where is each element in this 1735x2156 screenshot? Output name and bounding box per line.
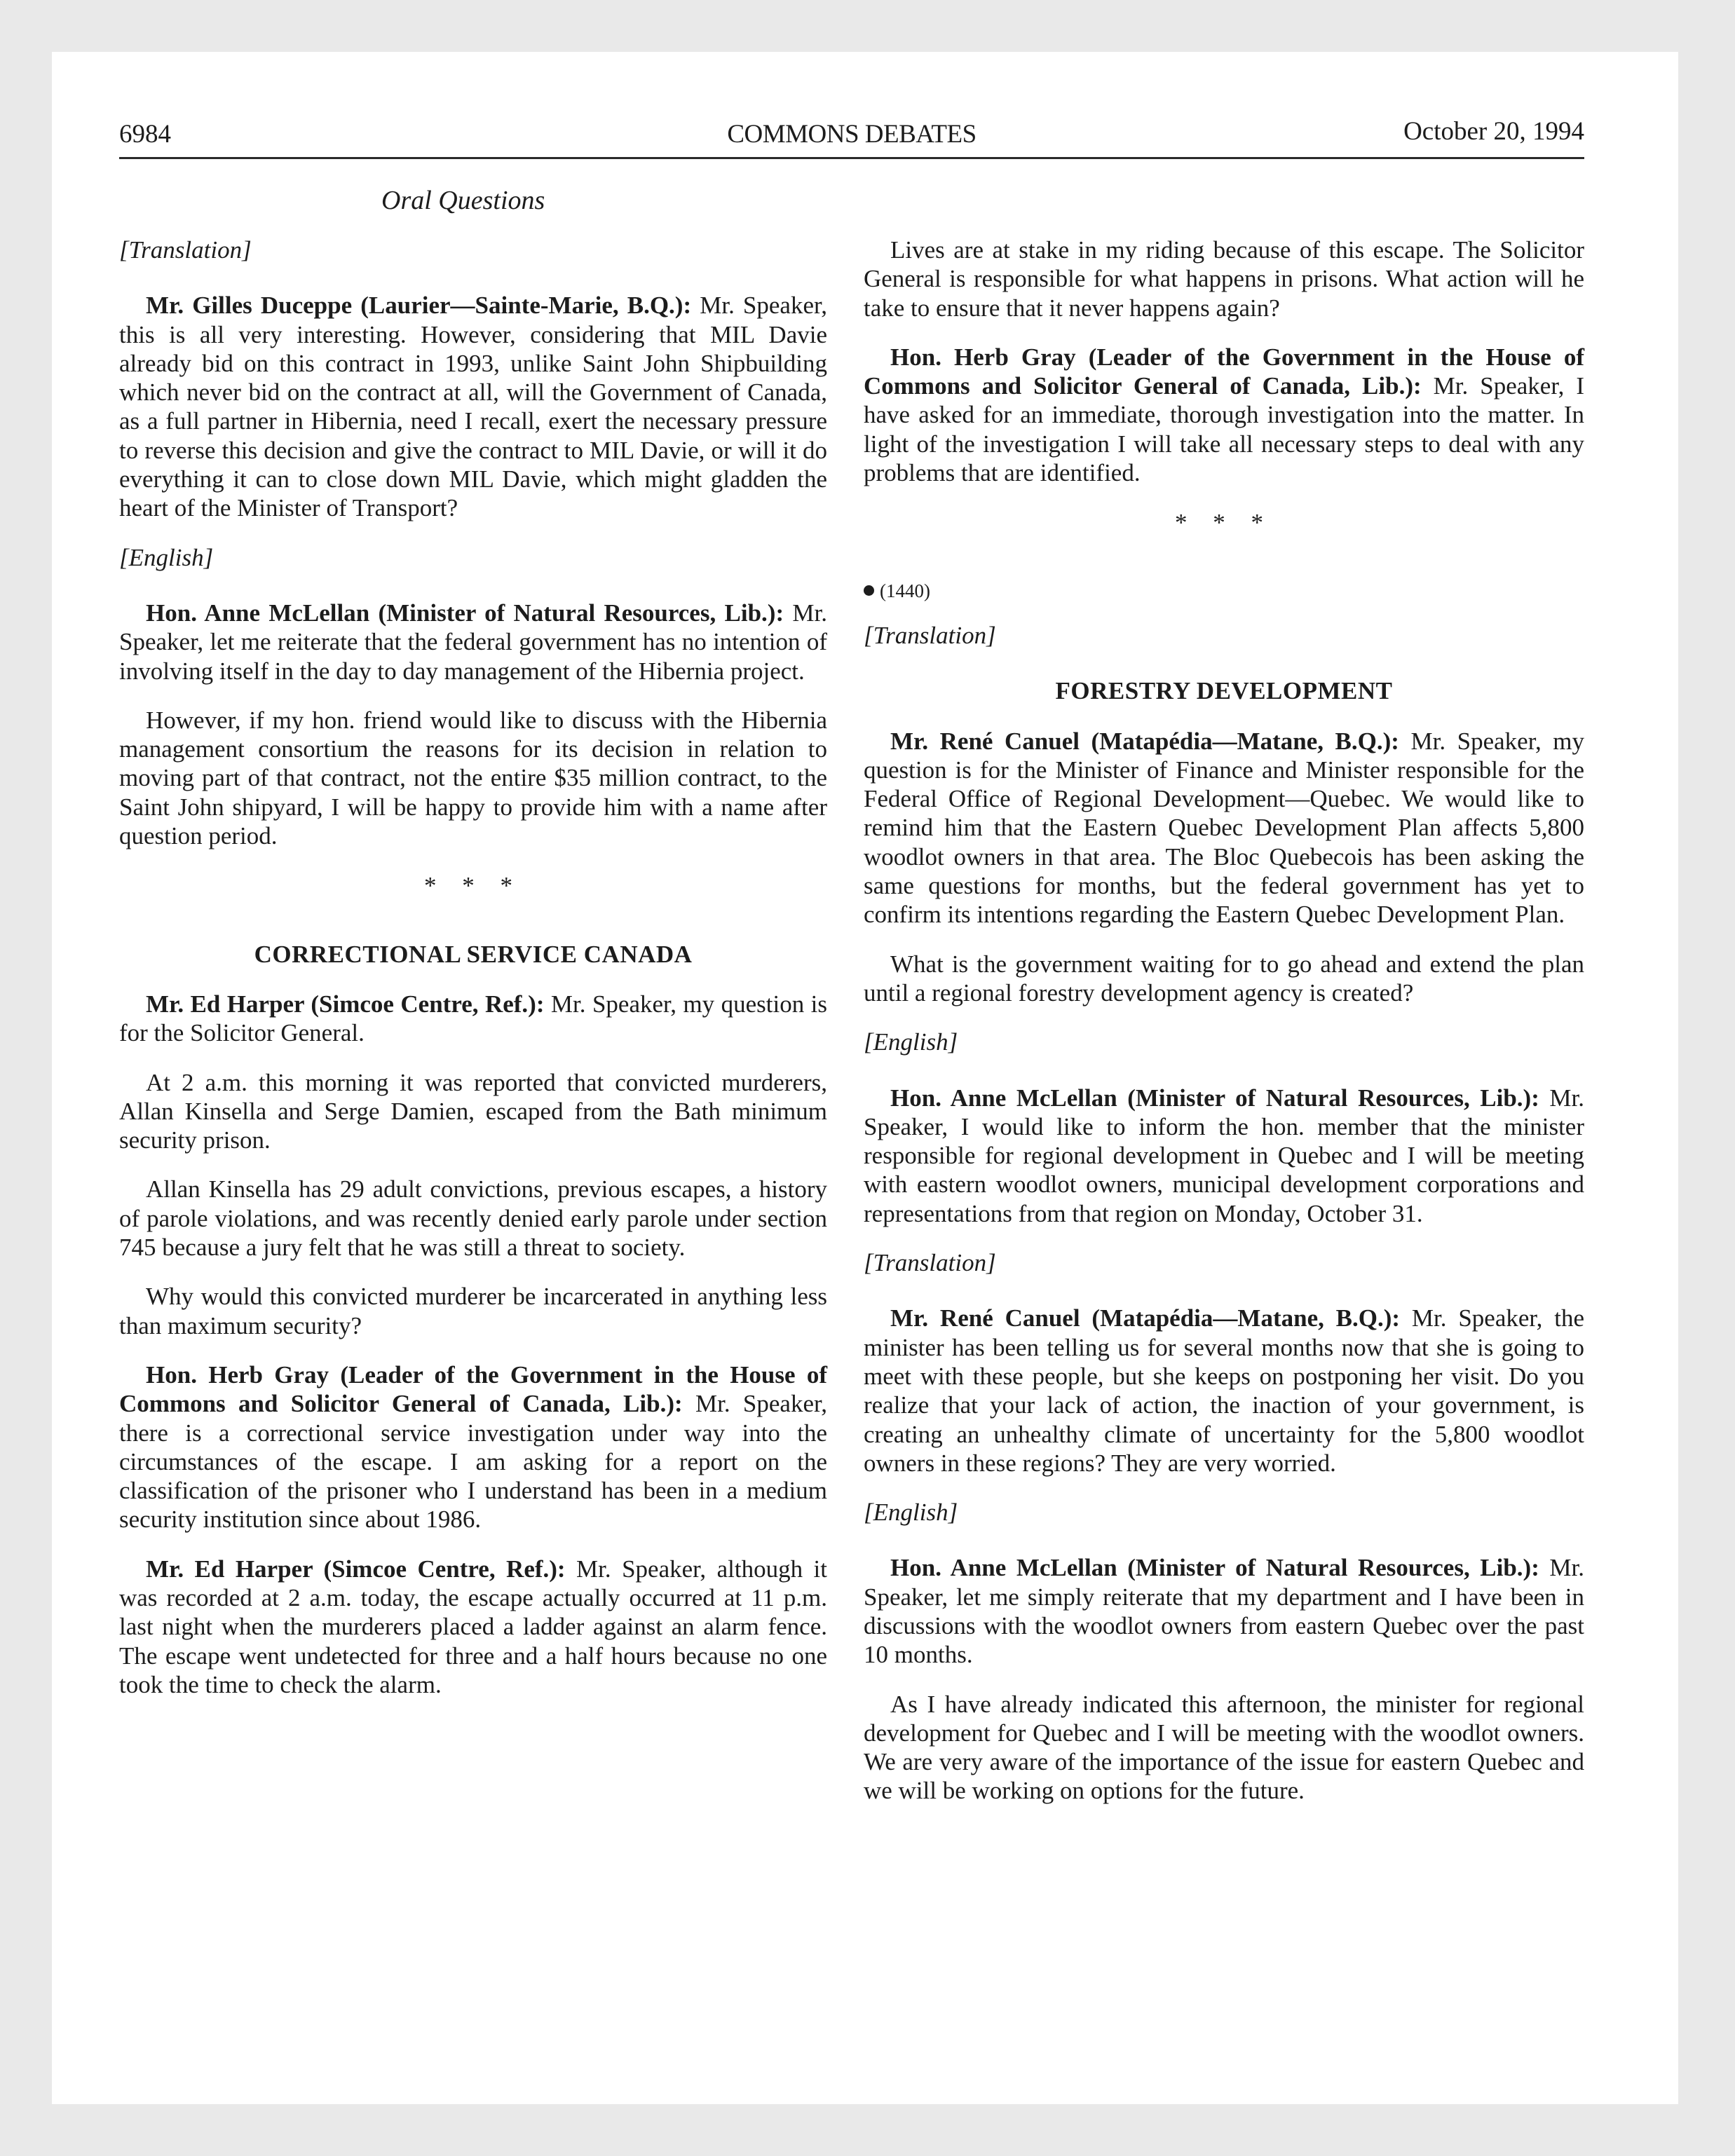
speaker-name: Mr. Ed Harper (Simcoe Centre, Ref.): — [146, 1555, 566, 1583]
paragraph: What is the government waiting for to go ahead and extend the plan until a regional forestry development agency is created? — [864, 950, 1584, 1007]
page-number: 6984 — [119, 120, 171, 149]
language-tag: [Translation] — [864, 1249, 996, 1277]
bullet-icon — [864, 585, 874, 596]
language-tag: [English] — [864, 1499, 958, 1527]
speech-text: Mr. Speaker, I would like to inform the hon. member that the minister responsible for regional development in Quebec and I will be meeting with eastern woodlot owners, municipal development corporations and representations from that region on Monday, October 31. — [864, 1084, 1584, 1227]
paragraph — [119, 291, 827, 522]
speech-text: Mr. Speaker, this is all very interesting. However, considering that MIL Davie already bid on this contract in 1993, unlike Saint John Shipbuilding which never bid on the contract at all, will the Government of Canada, as a full partner in Hibernia, need I recall, exert the necessary pressure to reverse this decision and give the contract to MIL Davie, or will it do everything it can to close down MIL Davie, which might gladden the heart of the Minister of Transport? — [119, 292, 828, 522]
language-tag: [English] — [119, 543, 214, 571]
speech-text: Mr. Speaker, let me reiterate that the federal government has no intention of involving itself in the day to day management of the Hibernia project. — [119, 599, 827, 685]
language-tag: [Translation] — [864, 621, 996, 649]
speaker-name: Mr. Gilles Duceppe (Laurier—Sainte-Marie, B.Q.): — [146, 292, 692, 320]
paragraph — [864, 1304, 1584, 1478]
speaker-name: Hon. Anne McLellan (Minister of Natural Resources, Lib.): — [146, 599, 784, 627]
paragraph — [864, 343, 1584, 487]
paragraph — [864, 1553, 1584, 1669]
left-column — [119, 236, 827, 1719]
section-title: Oral Questions — [381, 186, 545, 215]
section-heading: FORESTRY DEVELOPMENT — [1055, 677, 1393, 705]
speech-text: Mr. Speaker, let me simply reiterate that my department and I have been in discussions with the woodlot owners from eastern Quebec over the past 10 months. — [864, 1554, 1584, 1669]
section-divider: * * * — [424, 872, 522, 900]
speaker-name: Hon. Herb Gray (Leader of the Government in the House of Commons and Solicitor General of Canada, Lib.): — [864, 343, 1584, 400]
time-marker-text: (1440) — [880, 580, 930, 601]
speech-text: Mr. Speaker, the minister has been telling us for several months now that she is going to meet with these people, but she keeps on postponing her visit. Do you realize that your lack of action, the inaction of your government, is creating an unhealthy climate of uncertainty for the 5,800 woodlot owners in these regions? They are very worried. — [864, 1304, 1584, 1477]
paragraph: However, if my hon. friend would like to discuss with the Hibernia management consortium the reasons for its decision in relation to moving part of that contract, not the entire $35 million contract, to the Saint John shipyard, I will be happy to provide him with a name after question period. — [119, 706, 827, 850]
paragraph — [119, 599, 827, 685]
paragraph — [119, 1360, 827, 1534]
language-tag: [Translation] — [119, 236, 252, 264]
paragraph: Lives are at stake in my riding because of this escape. The Solicitor General is responsible for what happens in prisons. What action will he take to ensure that it never happens again? — [864, 236, 1584, 322]
speech-text: Mr. Speaker, I have asked for an immediate, thorough investigation into the matter. In light of the investigation I will take all necessary steps to deal with any problems that are identified. — [864, 372, 1585, 487]
speaker-name: Hon. Herb Gray (Leader of the Government in the House of Commons and Solicitor General of Canada, Lib.): — [119, 1360, 827, 1418]
speaker-name: Mr. René Canuel (Matapédia—Matane, B.Q.): — [890, 727, 1399, 755]
section-heading: CORRECTIONAL SERVICE CANADA — [254, 940, 693, 968]
language-tag: [English] — [864, 1028, 958, 1056]
section-divider: * * * — [1175, 509, 1273, 537]
paragraph: Why would this convicted murderer be incarcerated in anything less than maximum security? — [119, 1283, 827, 1339]
speech-text: Mr. Speaker, although it was recorded at 2 a.m. today, the escape actually occurred at 11 p.m. last night when the murderers placed a ladder against an alarm fence. The escape went undetected for three and a half hours because no one took the time to check the alarm. — [119, 1555, 827, 1698]
speaker-name: Hon. Anne McLellan (Minister of Natural Resources, Lib.): — [890, 1554, 1539, 1582]
time-marker — [864, 577, 1584, 606]
speech-text: Mr. Speaker, my question is for the Minister of Finance and Minister responsible for the Federal Office of Regional Development—Quebec. We would like to remind him that the Eastern Quebec Development Plan affects 5,800 woodlot owners in that area. The Bloc Quebecois has been asking the same questions for months, but the federal government has yet to confirm its intentions regarding the Eastern Quebec Development Plan. — [864, 727, 1584, 929]
speech-text: Mr. Speaker, my question is for the Solicitor General. — [119, 990, 828, 1047]
document-page — [52, 52, 1678, 2104]
page-header — [119, 112, 1584, 159]
paragraph: Allan Kinsella has 29 adult convictions, previous escapes, a history of parole violations, and was recently denied early parole under section 745 because a jury felt that he was still a threat to society. — [119, 1175, 827, 1262]
paragraph — [864, 727, 1584, 929]
publication-title: COMMONS DEBATES — [727, 120, 977, 149]
publication-date: October 20, 1994 — [1403, 117, 1584, 146]
paragraph — [119, 1555, 827, 1699]
right-column — [864, 236, 1584, 1826]
speech-text: Mr. Speaker, there is a correctional service investigation under way into the circumstances of the escape. I am asking for a report on the classification of the prisoner who I understand has been in a medium security institution since about 1986. — [119, 1390, 827, 1534]
paragraph — [864, 1084, 1584, 1228]
speaker-name: Hon. Anne McLellan (Minister of Natural Resources, Lib.): — [890, 1084, 1539, 1112]
speaker-name: Mr. Ed Harper (Simcoe Centre, Ref.): — [146, 990, 545, 1018]
paragraph: As I have already indicated this afternoon, the minister for regional development for Quebec and I will be meeting with the woodlot owners. We are very aware of the importance of the issue for eastern Quebec and we will be working on options for the future. — [864, 1690, 1584, 1805]
paragraph — [119, 990, 827, 1048]
paragraph: At 2 a.m. this morning it was reported that convicted murderers, Allan Kinsella and Serge Damien, escaped from the Bath minimum security prison. — [119, 1068, 827, 1154]
speaker-name: Mr. René Canuel (Matapédia—Matane, B.Q.): — [890, 1304, 1401, 1332]
